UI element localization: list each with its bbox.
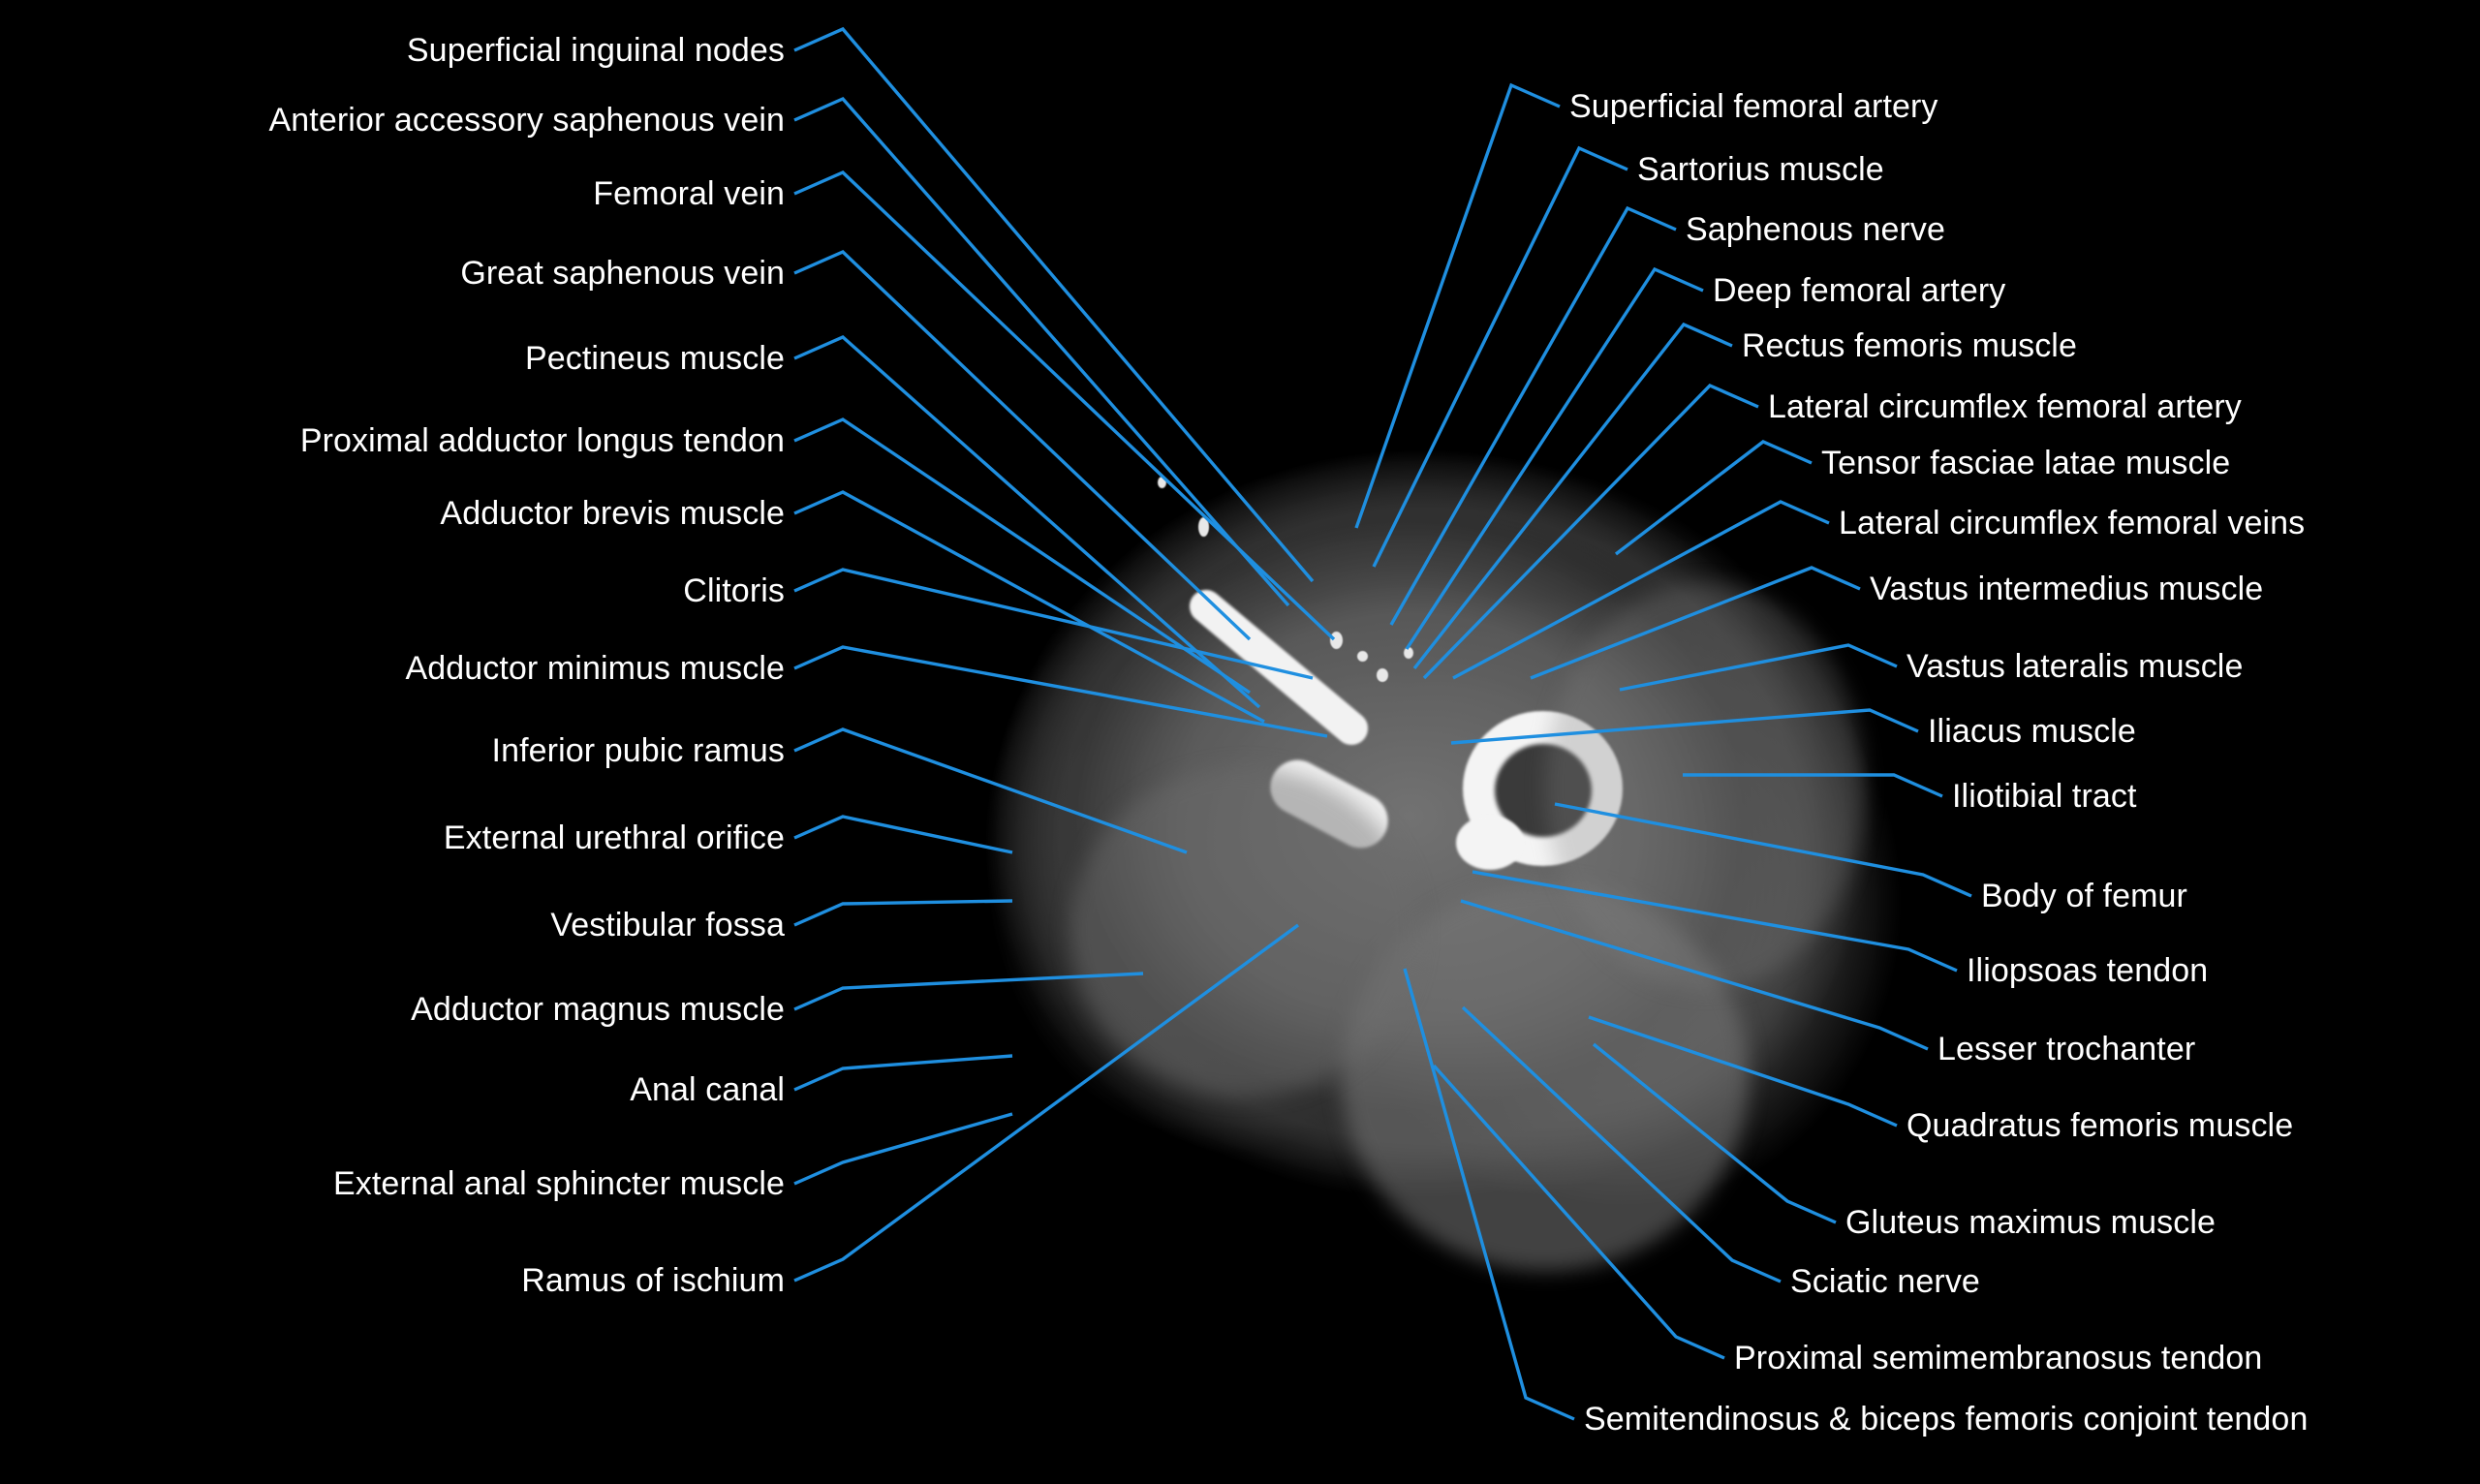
lesser-trochanter	[1456, 816, 1524, 870]
femoral-vessel-speck	[1357, 651, 1368, 662]
label-anterior-accessory-saphenous-vein: Anterior accessory saphenous vein	[268, 102, 785, 139]
label-lateral-circumflex-femoral-veins: Lateral circumflex femoral veins	[1839, 505, 2306, 541]
label-great-saphenous-vein: Great saphenous vein	[460, 255, 785, 292]
label-adductor-magnus-muscle: Adductor magnus muscle	[411, 991, 785, 1028]
label-ramus-of-ischium: Ramus of ischium	[521, 1262, 785, 1299]
label-inferior-pubic-ramus: Inferior pubic ramus	[491, 732, 785, 769]
ct-scan-image	[925, 360, 1952, 1377]
label-femoral-vein: Femoral vein	[593, 175, 785, 212]
label-saphenous-nerve: Saphenous nerve	[1686, 211, 1946, 248]
label-vestibular-fossa: Vestibular fossa	[550, 907, 785, 943]
label-anal-canal: Anal canal	[630, 1071, 785, 1108]
femoral-vessel-speck	[1404, 647, 1413, 659]
label-iliopsoas-tendon: Iliopsoas tendon	[1967, 952, 2209, 989]
femoral-vessel-speck	[1198, 517, 1209, 537]
label-vastus-intermedius-muscle: Vastus intermedius muscle	[1870, 571, 2264, 607]
label-adductor-minimus-muscle: Adductor minimus muscle	[405, 650, 785, 687]
label-rectus-femoris-muscle: Rectus femoris muscle	[1742, 327, 2077, 364]
lateral-thigh-fat	[1545, 583, 1865, 990]
adductor-mass	[1070, 767, 1419, 1097]
label-iliotibial-tract: Iliotibial tract	[1952, 778, 2137, 815]
label-external-anal-sphincter-muscle: External anal sphincter muscle	[332, 1165, 785, 1202]
label-external-urethral-orifice: External urethral orifice	[443, 819, 785, 856]
femoral-vessel-speck	[1377, 668, 1388, 682]
label-lesser-trochanter: Lesser trochanter	[1938, 1031, 2196, 1067]
femoral-vessel-speck	[1330, 632, 1343, 649]
label-pectineus-muscle: Pectineus muscle	[524, 340, 785, 377]
label-sartorius-muscle: Sartorius muscle	[1637, 151, 1884, 188]
label-proximal-adductor-longus-tendon: Proximal adductor longus tendon	[299, 422, 785, 459]
perineal-cleft	[1018, 1126, 1032, 1300]
label-deep-femoral-artery: Deep femoral artery	[1713, 272, 2006, 309]
label-semitendinosus-biceps-femoris-conjoint-tendon: Semitendinosus & biceps femoris conjoint tendon	[1584, 1401, 2309, 1438]
label-clitoris: Clitoris	[683, 572, 785, 609]
label-vastus-lateralis-muscle: Vastus lateralis muscle	[1906, 648, 2244, 685]
label-body-of-femur: Body of femur	[1981, 878, 2187, 914]
label-superficial-femoral-artery: Superficial femoral artery	[1569, 88, 1938, 125]
label-tensor-fasciae-latae-muscle: Tensor fasciae latae muscle	[1821, 445, 2231, 481]
label-quadratus-femoris-muscle: Quadratus femoris muscle	[1906, 1107, 2294, 1144]
label-superficial-inguinal-nodes: Superficial inguinal nodes	[406, 32, 785, 69]
label-adductor-brevis-muscle: Adductor brevis muscle	[440, 495, 785, 532]
femoral-vessel-speck	[1158, 477, 1166, 488]
label-lateral-circumflex-femoral-artery: Lateral circumflex femoral artery	[1768, 388, 2242, 425]
label-gluteus-maximus-muscle: Gluteus maximus muscle	[1845, 1204, 2216, 1241]
label-iliacus-muscle: Iliacus muscle	[1928, 713, 2136, 750]
label-sciatic-nerve: Sciatic nerve	[1790, 1263, 1980, 1300]
label-proximal-semimembranosus-tendon: Proximal semimembranosus tendon	[1734, 1340, 2263, 1376]
